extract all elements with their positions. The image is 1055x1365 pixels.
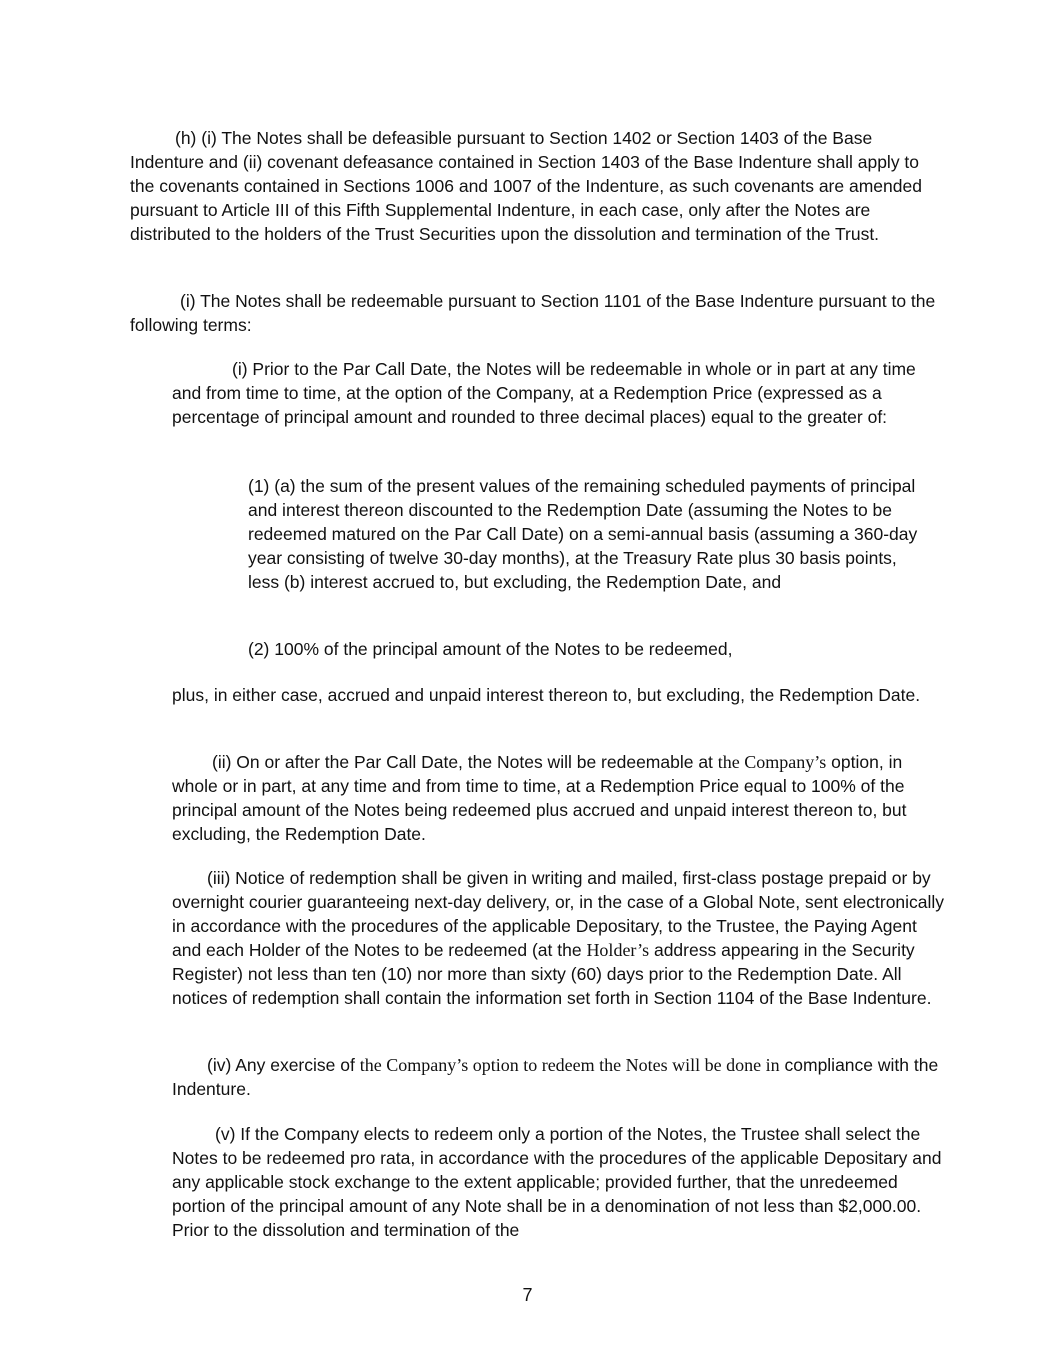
subsection-i-paragraph: (i) Prior to the Par Call Date, the Notes will be redeemable in whole or in part at any time and from time to time, at the option of the Company, at a Redemption Price (expressed as a percentage of principal amount and rounded to three decimal places) equal to the greater of: <box>172 359 916 427</box>
subsection-ii-paragraph <box>172 750 947 846</box>
subsection-iv-rest: compliance with the Indenture. <box>172 1055 939 1099</box>
subsection-iii-rest: address appearing in the Security Register) not less than ten (10) nor more than sixty (60) days prior to the Redemption Date. All notices of redemption shall contain the information set forth in Section 1104 of the Base Indenture. <box>172 940 932 1008</box>
subsection-iv-serif-run: the Company’s option to redeem the Notes will be done in <box>359 1055 780 1075</box>
subsection-iii-serif-run: Holder’s <box>586 940 650 960</box>
clause-1-paragraph: (1) (a) the sum of the present values of the remaining scheduled payments of principal and interest thereon discounted to the Redemption Date (assuming the Notes to be redeemed matured on the Par Call Date) on a semi-annual basis (assuming a 360-day year consisting of twelve 30-day months), at the Treasury Rate plus 30 basis points, less (b) interest accrued to, but excluding, the Redemption Date, and <box>248 476 918 592</box>
subsection-iv-lead: (iv) Any exercise of <box>207 1055 360 1075</box>
subsection-i-continuation: plus, in either case, accrued and unpaid interest thereon to, but excluding, the Redemption Date. <box>172 685 921 705</box>
subsection-iii-paragraph <box>172 866 947 1010</box>
subsection-ii-rest: option, in whole or in part, at any time and from time to time, at a Redemption Price equal to 100% of the principal amount of the Notes being redeemed plus accrued and unpaid interest thereon to, but excluding, the Redemption Date. <box>172 752 907 844</box>
section-i-paragraph: (i) The Notes shall be redeemable pursuant to Section 1101 of the Base Indenture pursuant to the following terms: <box>130 291 936 335</box>
subsection-iii-lead: (iii) Notice of redemption shall be given in writing and mailed, first-class postage prepaid or by overnight courier guaranteeing next-day delivery, or, in the case of a Global Note, sent electronically in accordance with the procedures of the applicable Depositary, to the Trustee, the Paying Agent and each Holder of the Notes to be redeemed (at the <box>172 868 945 960</box>
subsection-iv-paragraph <box>172 1053 947 1101</box>
section-h-paragraph: (h) (i) The Notes shall be defeasible pursuant to Section 1402 or Section 1403 of the Base Indenture and (ii) covenant defeasance contained in Section 1403 of the Base Indenture shall apply to the covenants contained in Sections 1006 and 1007 of the Indenture, as such covenants are amended pursuant to Article III of this Fifth Supplemental Indenture, in each case, only after the Notes are distributed to the holders of the Trust Securities upon the dissolution and termination of the Trust. <box>130 128 922 244</box>
subsection-ii-serif-run: the Company’s <box>717 752 827 772</box>
subsection-v-paragraph: (v) If the Company elects to redeem only a portion of the Notes, the Trustee shall select the Notes to be redeemed pro rata, in accordance with the procedures of the applicable Depositary and any applicable stock exchange to the extent applicable; provided further, that the unredeemed portion of the principal amount of any Note shall be in a denomination of not less than $2,000.00. Prior to the dissolution and termination of the <box>172 1124 942 1240</box>
subsection-ii-lead: (ii) On or after the Par Call Date, the Notes will be redeemable at <box>212 752 718 772</box>
page-number: 7 <box>522 1285 533 1305</box>
clause-2-paragraph: (2) 100% of the principal amount of the Notes to be redeemed, <box>248 639 733 659</box>
